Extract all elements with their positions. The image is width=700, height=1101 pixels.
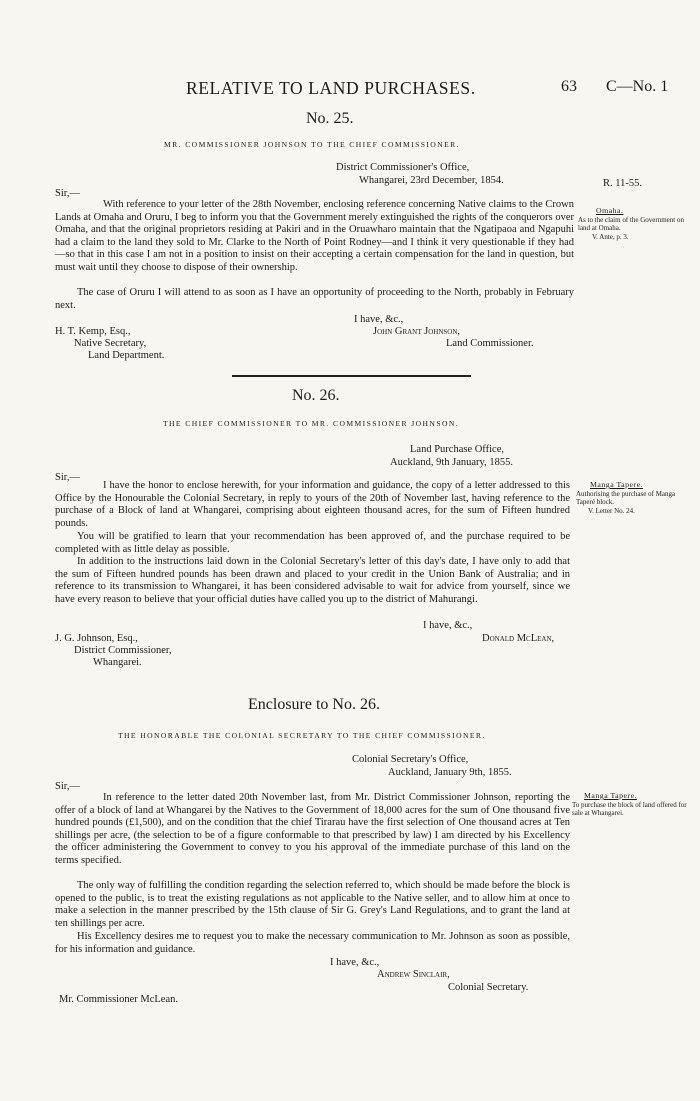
letter-26-paragraph-1: I have the honor to enclose herewith, for your information and guidance, the copy of a letter addressed to this Office by the Honourable the Colonial Secretary, in reply to yours of the 20th of November last, having reference to the purchase of a Block of land at Whangarei, comprising about eighteen thousand acres, for the sum of Fifteen hundred pounds. xyxy=(55,480,570,529)
letter-26-signer: Donald McLean, xyxy=(482,633,555,644)
letter-25-margin-note xyxy=(578,207,694,241)
enclosure-salutation: Sir,— xyxy=(55,781,80,792)
enclosure-paragraph-1: In reference to the letter dated 20th November last, from Mr. District Commissioner Johnson, reporting the offer of a block of land at Whangarei by the Natives to the Government of 18,000 acres for the sum of One thousand five hundred pounds (£1,500), and on the condition that the chief Tirarau have the first selection of One thousand acres at Ten shillings per acre, (the selection to be of a figure conformable to that prescribed by law) I am directed by his Excellency the officer administering the Government to convey to you his approval of the immediate purchase of this land on the terms specified. xyxy=(55,792,570,866)
enclosure-paragraph-2: The only way of fulfilling the condition regarding the selection referred to, which should be made before the block is opened to the public, is to treat the existing regulations as not applicable to the Native seller, and to allow him at once to make a selection in the manner prescribed by the 15th clause of Sir G. Grey's Land Regulations, and to grant the land at ten shillings per acre. xyxy=(55,880,570,929)
enclosure-closing: I have, &c., xyxy=(330,957,380,968)
letter-25-addressee-line2: Native Secretary, xyxy=(74,338,147,349)
letter-25-paragraph-1: With reference to your letter of the 28th November, enclosing reference concerning Native claims to the Crown Lands at Omaha and Oruru, I beg to inform you that the Government merely extinguished the rights of the conquerors over Omaha, and that the original proprietors residing at Pakiri and in the Oruawharo maintain that the Ngatipaoa and Ngapuhi had a claim to the land they sold to Mr. Clarke to the North of Point Rodney—and I think it very questionable if they had—so that in this case I am not in a position to insist on their accepting a certain compensation for the land in question, but must wait until they choose to dispose of their ownership. xyxy=(55,199,574,273)
page-number: 63 xyxy=(561,78,577,95)
letter-26-address-line1: Land Purchase Office, xyxy=(410,444,504,455)
enclosure-caption: THE HONORABLE THE COLONIAL SECRETARY TO THE CHIEF COMMISSIONER. xyxy=(118,731,486,740)
enclosure-margin-note xyxy=(572,792,694,818)
enclosure-margin-text: To purchase the block of land offered for sale at Whangarei. xyxy=(572,800,687,818)
letter-26-paragraph-2: You will be gratified to learn that your recommendation has been approved of, and the purchase required to be completed with as little delay as possible. xyxy=(55,531,570,555)
letter-25-margin-text: As to the claim of the Government on land at Omaha. xyxy=(578,215,684,233)
letter-26-addressee-line1: J. G. Johnson, Esq., xyxy=(55,633,138,644)
letter-25-signer-title: Land Commissioner. xyxy=(446,338,534,349)
letter-25-salutation: Sir,— xyxy=(55,188,80,199)
letter-26-margin-heading: Manga Tapere. xyxy=(590,480,644,489)
letter-25-address-line1: District Commissioner's Office, xyxy=(336,162,470,173)
letter-26-closing: I have, &c., xyxy=(423,620,473,631)
letter-26-caption: THE CHIEF COMMISSIONER TO MR. COMMISSIONER JOHNSON. xyxy=(163,419,460,428)
letter-25-signer: John Grant Johnson, xyxy=(373,326,461,337)
enclosure-address-line2: Auckland, January 9th, 1855. xyxy=(388,767,512,778)
enclosure-margin-heading: Manga Tapere. xyxy=(584,791,638,800)
letter-25-paragraph-2: The case of Oruru I will attend to as soon as I have an opportunity of proceeding to the North, probably in February next. xyxy=(55,287,574,311)
letter-25-margin-heading: Omaha. xyxy=(596,206,624,215)
letter-25-addressee-line3: Land Department. xyxy=(88,350,165,361)
enclosure-address-line1: Colonial Secretary's Office, xyxy=(352,754,469,765)
letter-25-addressee-line1: H. T. Kemp, Esq., xyxy=(55,326,131,337)
letter-25-caption: MR. COMMISSIONER JOHNSON TO THE CHIEF COMMISSIONER. xyxy=(164,140,460,149)
letter-26-number: No. 26. xyxy=(292,387,340,404)
enclosure-paragraph-3: His Excellency desires me to request you to make the necessary communication to Mr. Johnson as soon as possible, for his information and guidance. xyxy=(55,931,570,955)
letter-26-addressee-line2: District Commissioner, xyxy=(74,645,172,656)
letter-25-number: No. 25. xyxy=(306,110,354,127)
enclosure-addressee: Mr. Commissioner McLean. xyxy=(59,994,178,1005)
enclosure-signer: Andrew Sinclair, xyxy=(377,969,450,980)
letter-26-margin-note xyxy=(576,481,694,515)
letter-25-reference: R. 11-55. xyxy=(603,178,642,189)
letter-26-paragraph-3: In addition to the instructions laid down in the Colonial Secretary's letter of this day's date, I have only to add that the sum of Fifteen hundred pounds has been drawn and placed to your credit in the Union Bank of Australia; and in reference to its transmission to Whangarei, it has been considered advisable to wait for advice from yourself, since we have every reason to believe that your official duties have called you up to the district of Mahurangi. xyxy=(55,556,570,605)
letter-25-margin-ref: V. Ante, p. 3. xyxy=(592,232,629,241)
letter-26-margin-text: Authorising the purchase of Manga Taperé block. xyxy=(576,489,676,507)
series-number: C—No. 1 xyxy=(606,78,669,95)
letter-25-closing: I have, &c., xyxy=(354,314,404,325)
enclosure-title: Enclosure to No. 26. xyxy=(248,696,380,713)
letter-26-salutation: Sir,— xyxy=(55,472,80,483)
enclosure-signer-title: Colonial Secretary. xyxy=(448,982,529,993)
section-divider xyxy=(232,375,471,377)
letter-26-addressee-line3: Whangarei. xyxy=(93,657,142,668)
letter-26-margin-ref: V. Letter No. 24. xyxy=(588,506,635,515)
running-title: RELATIVE TO LAND PURCHASES. xyxy=(186,78,476,98)
letter-26-address-line2: Auckland, 9th January, 1855. xyxy=(390,457,513,468)
letter-25-address-line2: Whangarei, 23rd December, 1854. xyxy=(359,175,504,186)
